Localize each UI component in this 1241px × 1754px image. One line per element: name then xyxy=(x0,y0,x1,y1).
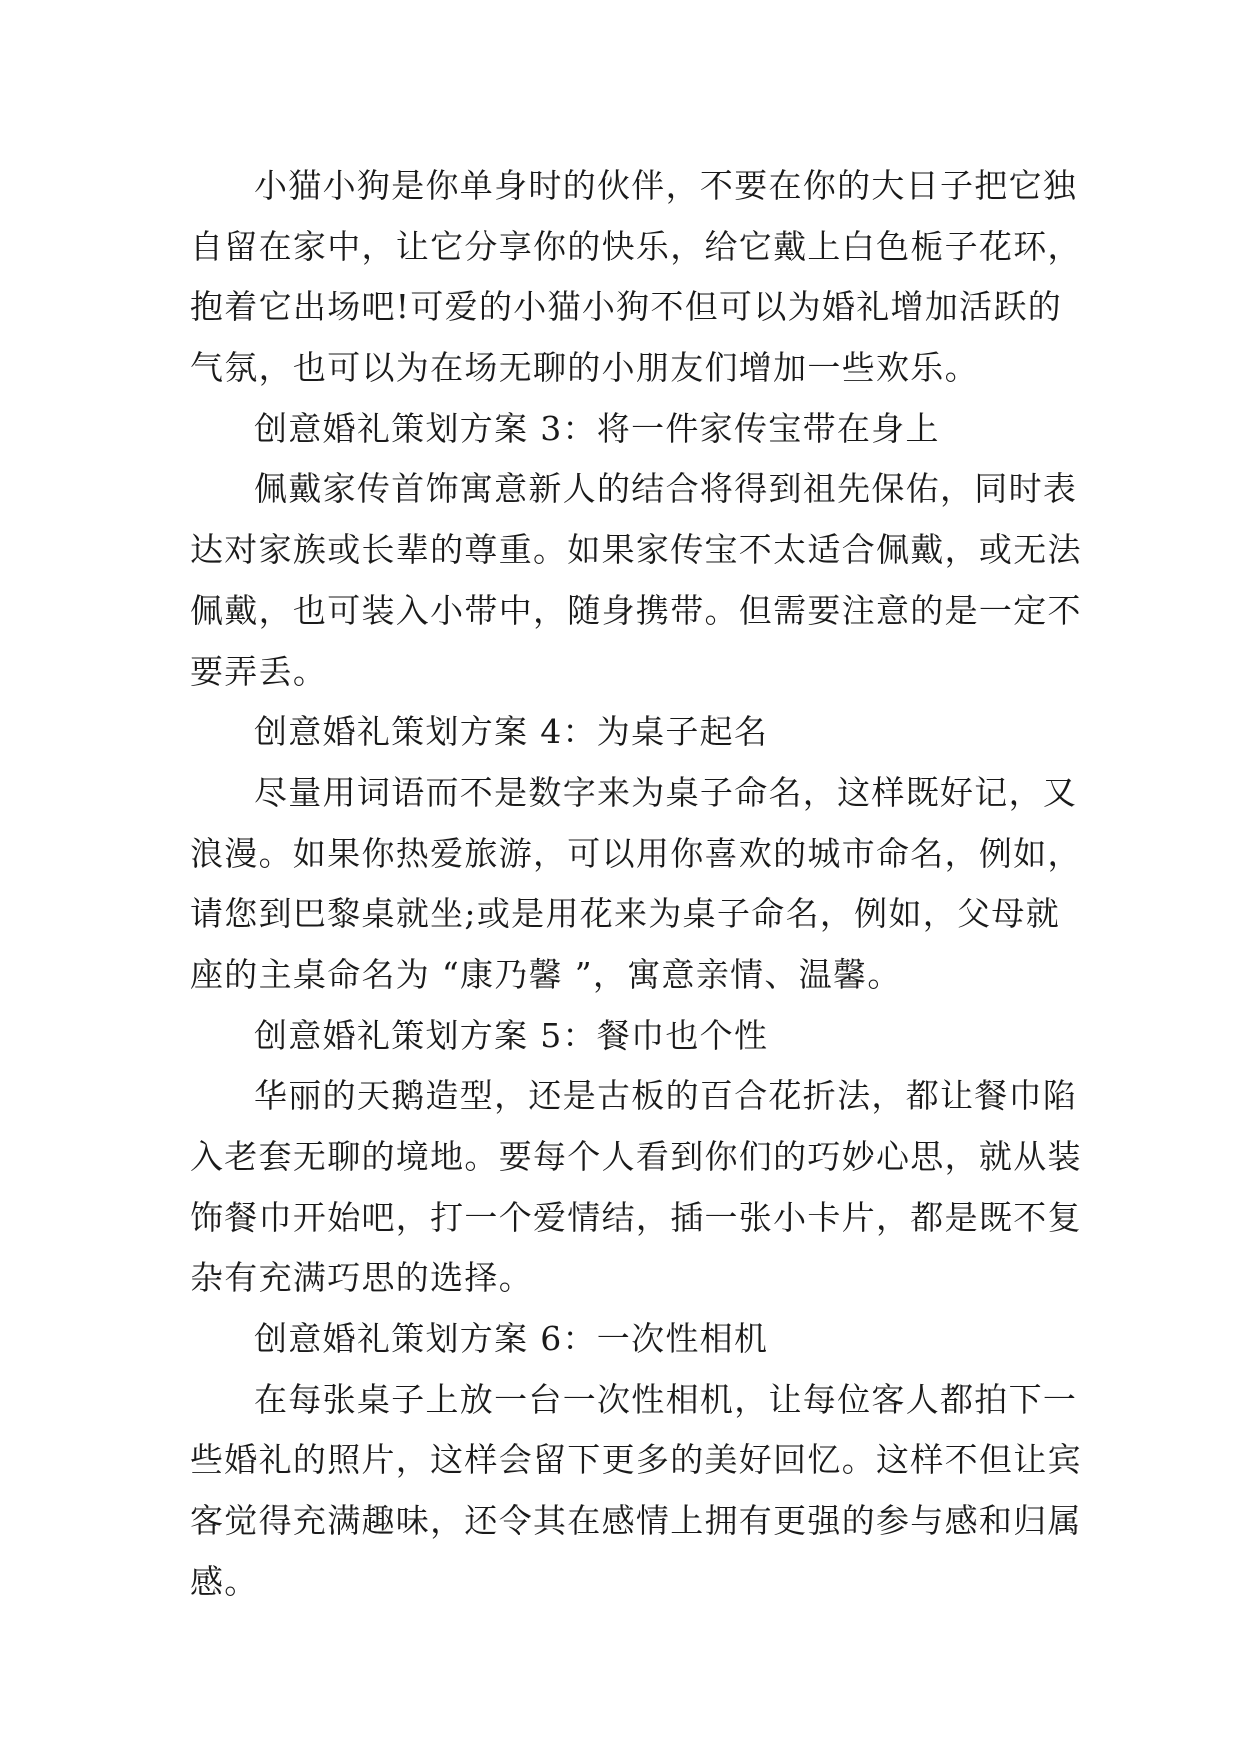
text-line: 要弄丢。 xyxy=(190,651,328,691)
text-line: 尽量用词语而不是数字来为桌子命名，这样既好记，又 xyxy=(254,772,1078,812)
text-line: 座的主桌命名为 “康乃馨 ”，寓意亲情、温馨。 xyxy=(190,954,902,994)
text-line: 佩戴，也可装入小带中，随身携带。但需要注意的是一定不 xyxy=(190,590,1082,630)
heading-plan-6 xyxy=(190,1309,1060,1370)
text-line: 浪漫。如果你热爱旅游，可以用你喜欢的城市命名，例如， xyxy=(190,833,1082,873)
text-line: 佩戴家传首饰寓意新人的结合将得到祖先保佑，同时表 xyxy=(254,469,1078,509)
heading-plan-3 xyxy=(190,399,1060,460)
text-line: 自留在家中，让它分享你的快乐，给它戴上白色栀子花环， xyxy=(190,226,1082,266)
paragraph-pets xyxy=(190,156,1082,399)
heading-plan-4 xyxy=(190,702,1060,763)
text-line: 客觉得充满趣味，还令其在感情上拥有更强的参与感和归属 xyxy=(190,1501,1082,1541)
section-heading: 创意婚礼策划方案 6：一次性相机 xyxy=(254,1319,769,1359)
text-line: 杂有充满巧思的选择。 xyxy=(190,1258,533,1298)
text-line: 请您到巴黎桌就坐;或是用花来为桌子命名，例如，父母就 xyxy=(190,894,1060,934)
paragraph-heirloom xyxy=(190,459,1082,702)
text-line: 气氛，也可以为在场无聊的小朋友们增加一些欢乐。 xyxy=(190,348,979,388)
text-line: 感。 xyxy=(190,1561,259,1601)
document-body xyxy=(190,156,1082,1613)
section-heading: 创意婚礼策划方案 5：餐巾也个性 xyxy=(254,1015,769,1055)
section-heading: 创意婚礼策划方案 3：将一件家传宝带在身上 xyxy=(254,408,940,448)
text-line: 小猫小狗是你单身时的伙伴，不要在你的大日子把它独 xyxy=(254,166,1078,205)
text-line: 饰餐巾开始吧，打一个爱情结，插一张小卡片，都是既不复 xyxy=(190,1197,1082,1237)
paragraph-cameras xyxy=(190,1370,1082,1613)
heading-plan-5 xyxy=(190,1006,1060,1067)
text-line: 抱着它出场吧!可爱的小猫小狗不但可以为婚礼增加活跃的 xyxy=(190,287,1063,327)
text-line: 些婚礼的照片，这样会留下更多的美好回忆。这样不但让宾 xyxy=(190,1440,1082,1480)
paragraph-napkins xyxy=(190,1066,1082,1309)
text-line: 入老套无聊的境地。要每个人看到你们的巧妙心思，就从装 xyxy=(190,1137,1082,1176)
text-line: 达对家族或长辈的尊重。如果家传宝不太适合佩戴，或无法 xyxy=(190,530,1082,570)
paragraph-table-names xyxy=(190,763,1082,1006)
text-line: 在每张桌子上放一台一次性相机，让每位客人都拍下一 xyxy=(254,1379,1078,1419)
section-heading: 创意婚礼策划方案 4：为桌子起名 xyxy=(254,712,769,752)
text-line: 华丽的天鹅造型，还是古板的百合花折法，都让餐巾陷 xyxy=(254,1076,1078,1116)
